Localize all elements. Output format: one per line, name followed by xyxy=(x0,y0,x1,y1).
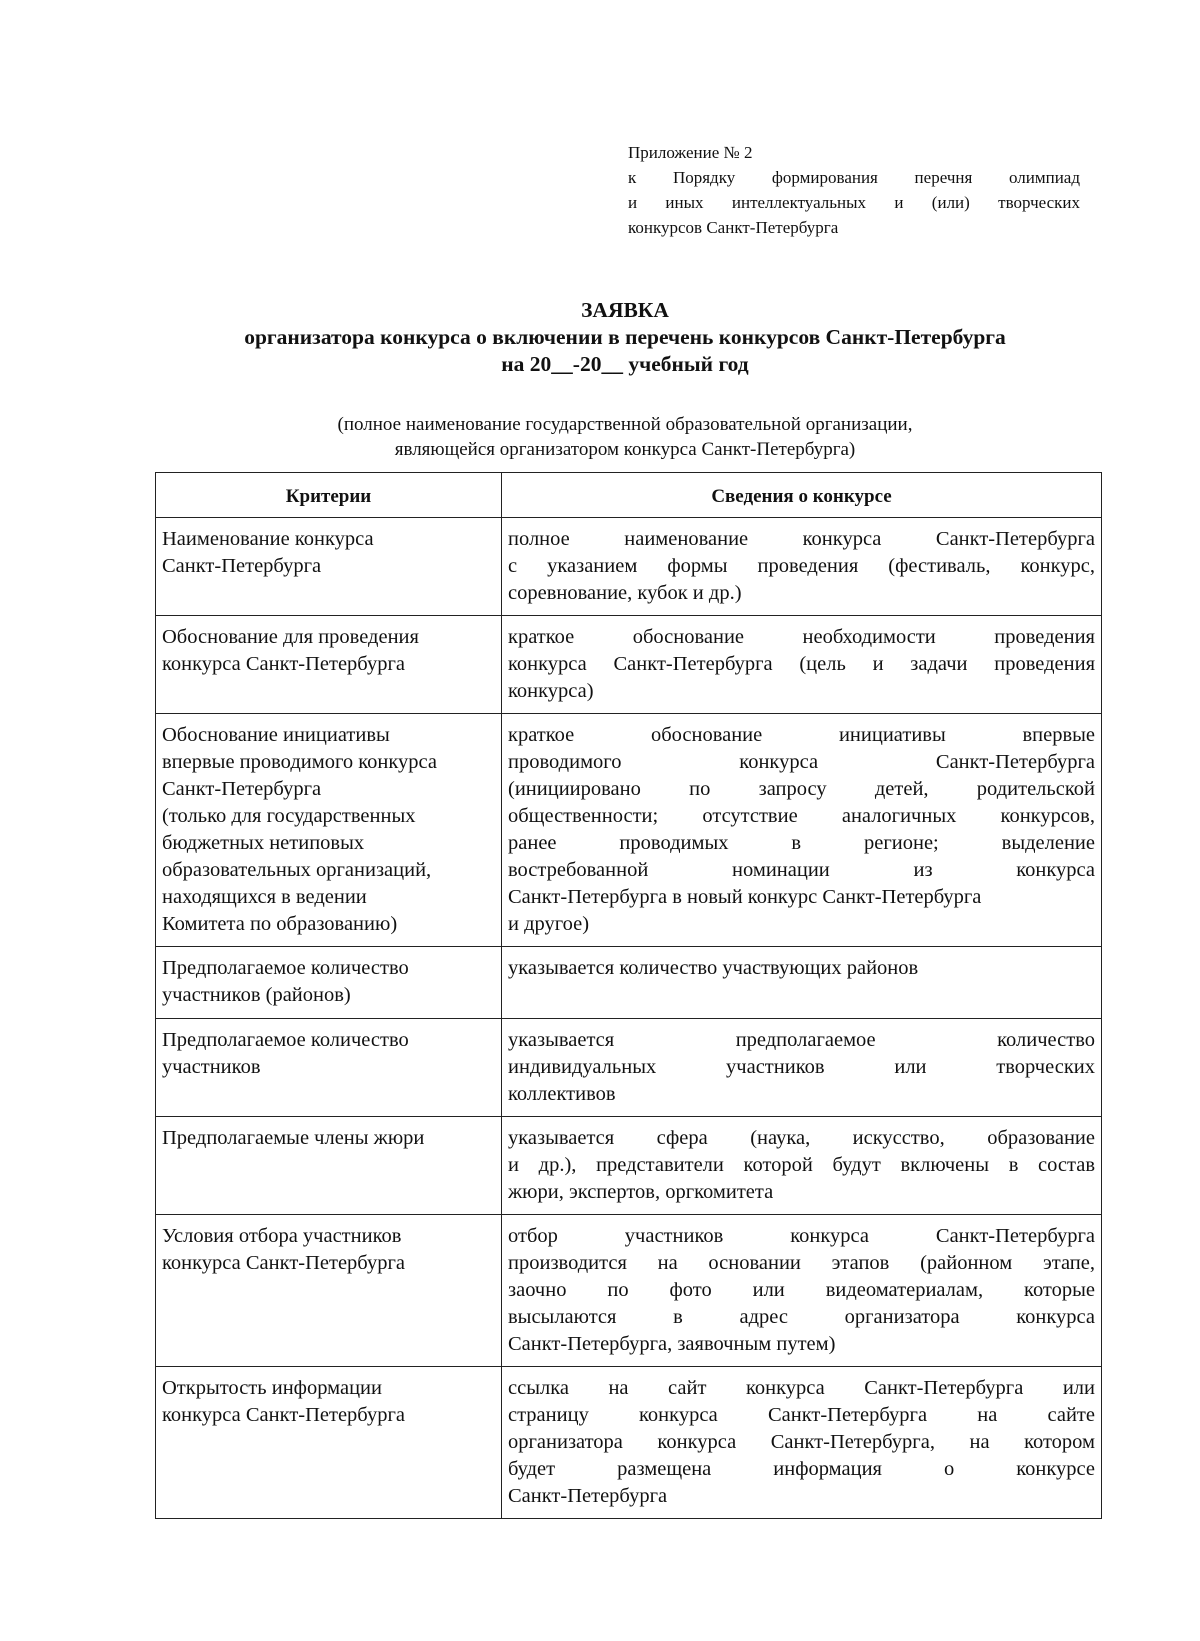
criterion-line: Открытость информации xyxy=(162,1377,382,1399)
criterion-line: конкурса Санкт-Петербурга xyxy=(162,653,405,675)
organization-caption xyxy=(0,412,1200,462)
criterion-line: участников (районов) xyxy=(162,984,351,1006)
criterion-line: образовательных организаций, xyxy=(162,859,432,881)
info-line: отбор участников конкурса Санкт-Петербурга xyxy=(508,1225,1095,1247)
info-cell xyxy=(502,616,1102,714)
title-line: организатора конкурса о включении в перечень конкурсов Санкт-Петербурга xyxy=(244,325,1006,349)
criterion-cell xyxy=(156,947,502,1019)
info-line: проводимого конкурса Санкт-Петербурга xyxy=(508,751,1095,773)
info-line: конкурса Санкт-Петербурга (цель и задачи проведения xyxy=(508,653,1095,675)
appendix-line: к Порядку формирования перечня олимпиад xyxy=(628,168,1080,187)
criterion-line: Обоснование для проведения xyxy=(162,626,419,648)
info-line: востребованной номинации из конкурса xyxy=(508,859,1095,881)
table-header-row xyxy=(156,473,1102,518)
caption-line: являющейся организатором конкурса Санкт-Петербурга) xyxy=(394,439,856,460)
criterion-line: Предполагаемое количество xyxy=(162,957,409,979)
criterion-line: бюджетных нетиповых xyxy=(162,832,365,854)
criterion-cell xyxy=(156,1367,502,1519)
info-line: жюри, экспертов, оргкомитета xyxy=(508,1181,774,1203)
appendix-line: и иных интеллектуальных и (или) творческих xyxy=(628,193,1080,212)
info-line: и другое) xyxy=(508,913,590,935)
info-cell xyxy=(502,1117,1102,1215)
criterion-line: Обоснование инициативы xyxy=(162,724,390,746)
table-row xyxy=(156,714,1102,947)
table-row xyxy=(156,1367,1102,1519)
info-line: организатора конкурса Санкт-Петербурга, на котором xyxy=(508,1431,1095,1453)
header-criteria: Критерии xyxy=(156,473,502,518)
header-info: Сведения о конкурсе xyxy=(502,473,1102,518)
info-line: Санкт-Петербурга xyxy=(508,1485,668,1507)
table-row xyxy=(156,616,1102,714)
info-line: указывается предполагаемое количество xyxy=(508,1029,1095,1051)
criterion-cell xyxy=(156,1019,502,1117)
info-line: будет размещена информация о конкурсе xyxy=(508,1458,1095,1480)
info-line: ранее проводимых в регионе; выделение xyxy=(508,832,1095,854)
criterion-line: Комитета по образованию) xyxy=(162,913,398,935)
caption-line: (полное наименование государственной образовательной организации, xyxy=(337,414,913,435)
info-line: (инициировано по запросу детей, родительской xyxy=(508,778,1095,800)
info-line: указывается сфера (наука, искусство, образование xyxy=(508,1127,1095,1149)
info-cell xyxy=(502,518,1102,616)
info-line: и др.), представители которой будут включены в состав xyxy=(508,1154,1095,1176)
info-line: с указанием формы проведения (фестиваль, конкурс, xyxy=(508,555,1095,577)
table-row xyxy=(156,947,1102,1019)
info-line: страницу конкурса Санкт-Петербурга на сайте xyxy=(508,1404,1095,1426)
table-row xyxy=(156,1117,1102,1215)
info-line: производится на основании этапов (районном этапе, xyxy=(508,1252,1095,1274)
criterion-line: Санкт-Петербурга xyxy=(162,555,322,577)
criterion-cell xyxy=(156,1117,502,1215)
criterion-line: Санкт-Петербурга xyxy=(162,778,322,800)
criterion-cell xyxy=(156,714,502,947)
info-line: высылаются в адрес организатора конкурса xyxy=(508,1306,1095,1328)
title-main: ЗАЯВКА xyxy=(581,298,669,322)
appendix-note xyxy=(628,140,1080,240)
info-line: краткое обоснование инициативы впервые xyxy=(508,724,1095,746)
info-line: конкурса) xyxy=(508,680,594,702)
document-title xyxy=(0,297,1200,378)
info-line: указывается количество участвующих районов xyxy=(508,957,919,979)
info-line: заочно по фото или видеоматериалам, которые xyxy=(508,1279,1095,1301)
info-line: Санкт-Петербурга, заявочным путем) xyxy=(508,1333,836,1355)
info-line: общественности; отсутствие аналогичных конкурсов, xyxy=(508,805,1095,827)
info-line: индивидуальных участников или творческих xyxy=(508,1056,1095,1078)
appendix-line: конкурсов Санкт-Петербурга xyxy=(628,218,839,237)
info-line: ссылка на сайт конкурса Санкт-Петербурга или xyxy=(508,1377,1095,1399)
table-row xyxy=(156,1215,1102,1367)
criterion-line: Предполагаемое количество xyxy=(162,1029,409,1051)
info-cell xyxy=(502,1215,1102,1367)
info-line: коллективов xyxy=(508,1083,616,1105)
info-line: полное наименование конкурса Санкт-Петербурга xyxy=(508,528,1095,550)
info-cell xyxy=(502,1019,1102,1117)
criterion-cell xyxy=(156,616,502,714)
table-row xyxy=(156,1019,1102,1117)
criterion-line: находящихся в ведении xyxy=(162,886,367,908)
criterion-line: Наименование конкурса xyxy=(162,528,374,550)
criterion-cell xyxy=(156,1215,502,1367)
criterion-cell xyxy=(156,518,502,616)
criterion-line: впервые проводимого конкурса xyxy=(162,751,437,773)
criterion-line: Условия отбора участников xyxy=(162,1225,402,1247)
criterion-line: конкурса Санкт-Петербурга xyxy=(162,1252,405,1274)
criterion-line: Предполагаемые члены жюри xyxy=(162,1127,425,1149)
criterion-line: участников xyxy=(162,1056,261,1078)
info-line: соревнование, кубок и др.) xyxy=(508,582,742,604)
criteria-table xyxy=(155,472,1102,1519)
info-line: Санкт-Петербурга в новый конкурс Санкт-Петербурга xyxy=(508,886,982,908)
title-year-line: на 20__-20__ учебный год xyxy=(501,352,749,376)
info-line: краткое обоснование необходимости проведения xyxy=(508,626,1095,648)
info-cell xyxy=(502,1367,1102,1519)
appendix-number: Приложение № 2 xyxy=(628,143,753,162)
table-row xyxy=(156,518,1102,616)
criterion-line: (только для государственных xyxy=(162,805,416,827)
criterion-line: конкурса Санкт-Петербурга xyxy=(162,1404,405,1426)
info-cell xyxy=(502,714,1102,947)
info-cell xyxy=(502,947,1102,1019)
